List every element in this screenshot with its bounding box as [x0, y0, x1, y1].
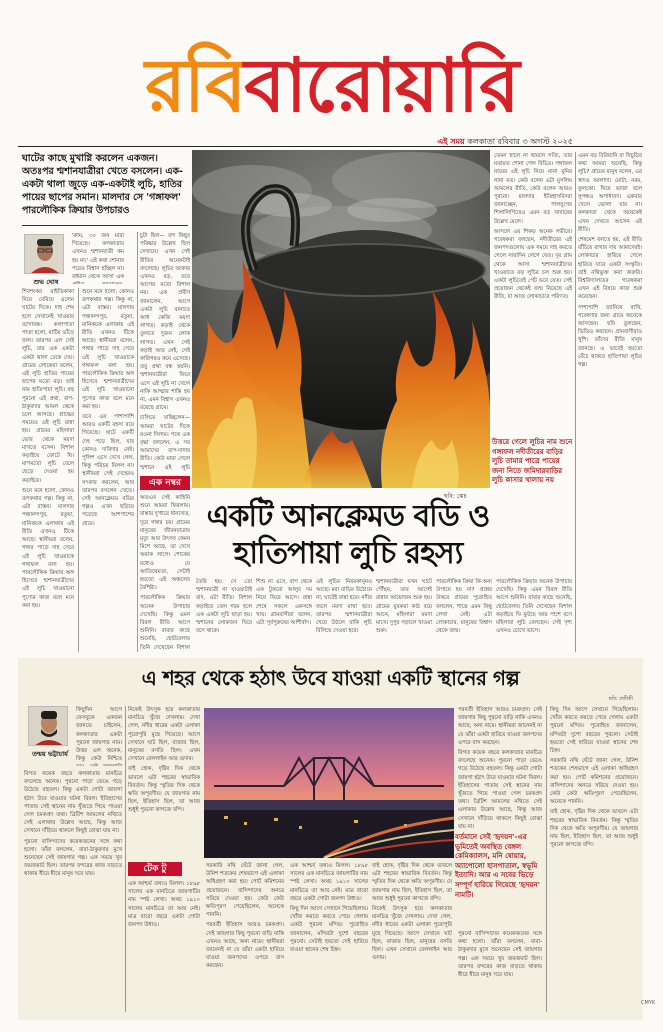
- story-column-1b: শুনে মনে হলো, কোনও রূপকথার গল্প। কিন্তু না, এটা বাস্তব। মালদার পঞ্চানন্দপুর, রতুয়া, মানিকচক এলাকায় এই রীতি এখনও টিকে আছে। স্থানীয়রা বলেন, গঙ্গার পাড়ে দাহ সেরে এই লুচি খাওয়াকে গঙ্গাফল বলা হয়। পারলৌকিক ক্রিয়ার অঙ্গ হিসেবে শ্মশানযাত্রীদের এই লুচি খাওয়ানো পুণ্যের কাজ বলে মনে করা হয়। তবে এর পাশাপাশি আরও একটি রহস্য রয়ে গিয়েছে। ঘাটে একটি দেহ পড়ে ছিল, যার কোনও দাবিদার নেই। পুলিশ এসে দেখে গেল, কিন্তু পরিচয় মিলল না। স্থানীয়রা সেই দেহেরও সৎকার করলেন, আর তারপর বসলেন খেতে। সেই আনক্লেমড বডির গল্পও এখন ছড়িয়ে পড়েছে আশপাশের গ্রামে।: [82, 289, 134, 527]
- column-separator: [78, 288, 79, 652]
- lower-lead: কিছুদিন আগে ফেসবুকে একজন জানতে চাইলেন, কলকাতার একটা পুরনো জায়গার নাম। উত্তর এল অনেক, কিন্তু কেউ নিশ্চিত: [76, 707, 122, 763]
- lower-column-7: কিছু দিন আগে সেখানে গিয়েছিলাম। খোঁজ করতে করতে পেয়ে গেলাম একটা পুরনো মন্দির। পুরোহিত জানালেন, মন্দিরটা দুশো বছরের পুরনো। সেটাই হয়তো সেই হারিয়ে যাওয়া স্থানের শেষ চিহ্ন। সরকারি নথি ঘেঁটে জানা গেল, উনিশ শতকের শেষভাগে এই এলাকা অধিগ্রহণ করা হয়। পোর্ট কমিশনের প্রয়োজনে। বাসিন্দাদের অন্যত্র সরিয়ে দেওয়া হয়। কেউ কেউ ক্ষতিপূরণ পেয়েছিলেন, অনেকে পাননি। যাই হোক, দৃষ্টির দিক থেকে ভাবলে এটা শহরের স্বাভাবিক বিবর্তন। কিন্তু স্মৃতির দিক থেকে ক্ষতি অপূরণীয়। যে জায়গার নাম ছিল, ইতিহাস ছিল, তা আজ শুধুই পুরনো কাগজে বন্দি।: [550, 707, 638, 849]
- lower-headline: এ শহর থেকে হঠাৎ উবে যাওয়া একটি স্থানের গল্প: [141, 666, 520, 690]
- story-column-1: শিবশংকর মাইতিকাকা নিয়ে বেরিয়ে এলেন ঘাটের দিকে। দাহ শেষ হলে সেখানেই খাওয়ার বন্দোবস্ত। কলাপাতা পাতা হলো, মাটির ভাঁড়ে জল। তারপর এল সেই লুচি, যার এক একটা একটা থালা ঢেকে দেয়। গ্রামের লোকেরা বলেন, এই লুচি হাতির পায়ের ছাপের মতো বড়। তাই নাম হাতিপায়া লুচি। বহু পুরনো এই প্রথা, বাপ-ঠাকুরদার আমল থেকে চলে আসছে। শ্রাদ্ধের সময়েও এই লুচি রান্না হয়। গ্রামের মহিলারা ভোর থেকে ময়দা মাখতে বসেন। বিশাল কড়াইয়ে ফোটে ঘি। মাপমতো লুচি বেলে ছেড়ে দেওয়া হয় কড়াইয়ে। শুনে মনে হলো, কোনও রূপকথার গল্প। কিন্তু না, এটা বাস্তব। মালদার পঞ্চানন্দপুর, রতুয়া, মানিকচক এলাকায় এই রীতি এখনও টিকে আছে। স্থানীয়রা বলেন, গঙ্গার পাড়ে দাহ সেরে এই লুচি খাওয়াকে গঙ্গাফল বলা হয়। পারলৌকিক ক্রিয়ার অঙ্গ হিসেবে শ্মশানযাত্রীদের এই লুচি খাওয়ানো পুণ্যের কাজ বলে মনে করা হয়।: [22, 289, 74, 609]
- main-headline: একটি আনক্লেমড বডি ও হাতিপায়া লুচি রহস্য: [206, 499, 490, 571]
- story-lead-text: 'কাম, ৩০ জন মারা গিয়েছে। কলকাতায় এখনও শ্মশানযাত্রী কম হয় না।' এই কথা শোনার পরেও বিশ্বাস হচ্ছিল না। বর্ধমান থেকে আসা এক: [72, 233, 124, 281]
- section-tag: এক নম্বর: [140, 476, 190, 490]
- lower-column-5: যাই হোক, দৃষ্টির দিক থেকে ভাবলে এটা শহরের স্বাভাবিক বিবর্তন। কিন্তু স্মৃতির দিক থেকে ক্ষতি অপূরণীয়। যে জায়গার নাম ছিল, ইতিহাস ছিল, তা আজ শুধুই পুরনো কাগজে বন্দি। নিকেই উৎসুক হয়ে কলকাতার মানচিত্র খুঁজে দেখলাম। দেখা গেল, নদীর ধারের একটা এলাকা পুরোপুরি মুছে গিয়েছে। আগে সেখানে ঘাট ছিল, বাজার ছিল, মানুষের বসতি ছিল। এখন সেখানে রেললাইন আর গুদাম।: [372, 863, 452, 962]
- dateline-date: কলকাতা রবিবার ৩ অগস্ট ২০২৫: [467, 137, 573, 146]
- lower-column-3: সরকারি নথি ঘেঁটে জানা গেল, উনিশ শতকের শেষভাগে এই এলাকা অধিগ্রহণ করা হয়। পোর্ট কমিশনের প্রয়োজনে। বাসিন্দাদের অন্যত্র সরিয়ে দেওয়া হয়। কেউ কেউ ক্ষতিপূরণ পেয়েছিলেন, অনেকে পাননি। পরবর্তী ইতিহাস আরও চমকপ্রদ। সেই জায়গার কিছু পুরনো বাড়ি নাকি এখনও আছে, অন্য নামে। স্থানীয়রা জানেনই না যে তাঁরা একটা হারিয়ে যাওয়া জনপদের ওপরে বাস করছেন।: [206, 863, 284, 970]
- story-bottom-column-6: পারলৌকিক ক্রিয়ার অনেক উপাচার দেখেছি। কিন্তু এমন বিরল রীতি আগে শুনিনি। বাবার কাছে শুনেছি, ছোটবেলায় তিনি দেখেছেন বিশাল কড়াইয়ে ঘি ফুটছে আর পাশে বসে মহিলারা লুচি বেলছেন। সেই দৃশ্য এখনও চোখে ভাসে।: [496, 579, 572, 635]
- author-byline: [24, 234, 68, 288]
- masthead-title-part1: রবি: [145, 43, 245, 129]
- lower-column-4: এক আশ্চর্য তথ্যও মিলল। ১৮৯৮ সালের এক মানচিত্রে জায়গাটির নাম স্পষ্ট লেখা। অথচ ১৯১০ সালের মানচিত্রে তা আর নেই। মাত্র বারো বছরে একটা গোটা জনপদ উধাও। কিছু দিন আগে সেখানে গিয়েছিলাম। খোঁজ করতে করতে পেয়ে গেলাম একটা পুরনো মন্দির। পুরোহিত জানালেন, মন্দিরটা দুশো বছরের পুরনো। সেটাই হয়তো সেই হারিয়ে যাওয়া স্থানের শেষ চিহ্ন।: [290, 863, 368, 954]
- print-registration-mark: CMYK: [641, 1000, 656, 1006]
- lower-column-1: বিগত কয়েক বছরে কলকাতার মানচিত্র বদলেছে অনেক। পুরনো পাড়া ভেঙে গড়ে উঠেছে বহুতল। কিন্তু একটা গোটা জায়গা হঠাৎ উবে যাওয়ার ঘটনা বিরল। ইতিহাসের পাতায় সেই স্থানের নাম খুঁজতে গিয়ে পাওয়া গেল চমকপ্রদ তথ্য। ব্রিটিশ আমলের নথিতে সেই এলাকার উল্লেখ আছে, কিন্তু আজ সেখানে দাঁড়িয়ে থাকলে কিছুই বোঝা যায় না। পুরনো বাসিন্দাদের কয়েকজনের সঙ্গে কথা হলো। তাঁরা বললেন, বাবা-ঠাকুরদার মুখে শুনেছেন সেই জায়গার গল্প। এক সময়ে খুব জমজমাট ছিল। তারপর বন্দরের কাজ বাড়তে থাকায় ধীরে ধীরে মানুষ সরে যায়।: [24, 771, 122, 878]
- lower-author-name: তন্ময় ভট্টাচার্য: [32, 750, 68, 758]
- masthead-title-part2: বারোয়ারি: [244, 43, 518, 129]
- column-separator: [575, 152, 576, 652]
- story-kicker: ঘাটের কাছে মুখাগ্নি করলেন একজন। অতঃপর শ্মশানযাত্রীরা খেতে বসলেন। এক-একটা থালা জুড়ে এক-একটাই লুচি, হাতির পায়ের ছাপের সমান। মালদার সে 'গঙ্গাফল' পারলৌকিক ক্রিয়ার উপচারও: [22, 153, 183, 216]
- masthead: [0, 40, 663, 132]
- story-column-right-b: এমন বড় বিরিয়ানি বা খিচুড়ির কথা আমরা শুনেছি, কিন্তু লুচি? গ্রামের মানুষ বলেন, এর স্বাদও আলাদা। মোটা, নরম, ফুলকো। ঘিয়ে ভাজা বলে সুগন্ধও অসাধারণ। একবার খেলে ভোলা যায় না। কলকাতা থেকে অনেকেই এখন দেখতে আসেন এই রীতি। শেষমেশ বলতে হয়, এই রীতি বাঁচিয়ে রাখার দায় আমাদেরই। লোকাচার হারিয়ে গেলে হারিয়ে যাবে একটা সংস্কৃতি। তাই নথিভুক্ত করা জরুরি। বিশ্ববিদ্যালয়ের গবেষকরা এখন এই বিষয়ে কাজ শুরু করেছেন। পাশাপাশি জানিয়ে রাখি, গবেষণার জন্য গ্রামে অনেকে আসছেন। ছবি তুলছেন, ভিডিও করছেন। গ্রামবাসীরাও খুশি। তাঁদের রীতি মানুষ জানছে। এ ভাবেই হয়তো বেঁচে থাকবে হাতিপায়া লুচির গল্প।: [578, 153, 642, 369]
- lower-column-6: পরবর্তী ইতিহাস আরও চমকপ্রদ। সেই জায়গার কিছু পুরনো বাড়ি নাকি এখনও আছে, অন্য নামে। স্থানীয়রা জানেনই না যে তাঁরা একটা হারিয়ে যাওয়া জনপদের ওপরে বাস করছেন। বিগত কয়েক বছরে কলকাতার মানচিত্র বদলেছে অনেক। পুরনো পাড়া ভেঙে গড়ে উঠেছে বহুতল। কিন্তু একটা গোটা জায়গা হঠাৎ উবে যাওয়ার ঘটনা বিরল। ইতিহাসের পাতায় সেই স্থানের নাম খুঁজতে গিয়ে পাওয়া গেল চমকপ্রদ তথ্য। ব্রিটিশ আমলের নথিতে সেই এলাকার উল্লেখ আছে, কিন্তু আজ সেখানে দাঁড়িয়ে থাকলে কিছুই বোঝা যায় না।: [458, 707, 542, 830]
- lower-author-byline: [28, 706, 72, 760]
- lower-author-photo: [28, 706, 68, 746]
- lower-author-portrait-icon: [29, 707, 68, 746]
- column-separator: [137, 232, 138, 652]
- top-rule: [18, 146, 643, 147]
- masthead-title: [0, 40, 663, 132]
- story-bottom-column-4: শ্মশানযাত্রীরা যখন ঘাটে পৌঁছন, তার আগেই রান্নার আয়োজন শুরু হয়। গ্রামের যুবকরা কাঠ বয়ে আনে, মহিলারা ময়দা মাখে। দুপুর গড়ালে খাওয়া শুরু।: [376, 579, 432, 635]
- lower-column-2b: এক আশ্চর্য তথ্যও মিলল। ১৮৯৮ সালের এক মানচিত্রে জায়গাটির নাম স্পষ্ট লেখা। অথচ ১৯১০ সালের মানচিত্রে তা আর নেই। মাত্র বারো বছরে একটা গোটা জনপদ উধাও।: [128, 881, 200, 929]
- story-column-right-a: তেমন হালে না থামলে সত্যি, তার মতামত শোনা গেল বিচিত্র। গঙ্গাফল নামের এই লুচি নিয়ে নানা মুনির নানা মত। কেউ বলেন এটা মুসলিম আমলের রীতি, কেউ বলেন আরও পুরনো। মালদার ইতিহাসবিদরা জানাচ্ছেন, পালযুগের শিলালিপিতেও এমন বড় খাবারের উল্লেখ মেলে। আসলে এর শিকড় অনেক গভীরে। গবেষকরা বলছেন, নদীতীরের এই জনপদগুলোয় এক সময়ে দাহ করতে গেলে সারাদিন লেগে যেত। দূর গ্রাম থেকে আসা শ্মশানযাত্রীদের খাওয়াতে বড় লুচির চল শুরু হয়। একটা লুচিতেই পেট ভরে যেত। সেই প্রয়োজন থেকেই জন্ম নিয়েছে এই রীতি, যা আজ লোকাচারে পরিণত।: [494, 153, 572, 301]
- pull-quote: উত্তরে গেলে লুচির নাম শুনে গঙ্গাফল নদীতীরের বাড়ির লুচি তামার পাত্রে পায়ের জন্য নিতে জমিদারবাড়ির লুচি কাসার থালায় নয়: [492, 438, 573, 485]
- story-bottom-column-5: পারলৌকিক ক্রিয়া কি অন্য উপায়ে হয় না? প্রশ্নের উত্তরে গ্রামের পুরোহিত বললেন, শাস্ত্রে এমন কিছু লেখা নেই। এটা লোকাচার, মানুষের বিশ্বাস থেকে জন্ম।: [436, 579, 492, 635]
- dateline-brand: এই সময়: [437, 137, 465, 146]
- city-photo: [204, 708, 454, 858]
- hero-illustration: [192, 150, 490, 488]
- story-column-2: চুটা ছিল— বন্দ কিছুর পরিষ্কার উল্লেখ ছিল সেখানে। এখন সেই রীতির অনেকটাই বদলেছে। লুচির আকার এখনও বড়, তবে আগের মতো বিশাল নয়। এক প্রবীণ জানালেন, আগে একটা লুচি বানাতে আধ কেজি ময়দা লাগত। কড়াই থেকে তুলতে দুজন লোক লাগত। এখন সেই কড়াই আর নেই, সেই কারিগরও কমে এসেছে। তবু প্রথা বন্ধ হয়নি। শ্মশানযাত্রীরা ফিরে এসে এই লুচি না খেলে নাকি আত্মার শান্তি হয় না, এমন বিশ্বাস এখনও রয়েছে গ্রামে। চালিয়ে যাচ্ছিলেন— আমরা ঘাটের দিকে রওনা দিলাম। পথে এক বৃদ্ধা বললেন, এ সব আমাদের বাপ-দাদার রীতি। কেউ মারা গেলে শ্মশানে এই লুচি: [140, 233, 190, 471]
- lower-column-2: নিকেই উৎসুক হয়ে কলকাতার মানচিত্র খুঁজে দেখলাম। দেখা গেল, নদীর ধারের একটা এলাকা পুরোপুরি মুছে গিয়েছে। আগে সেখানে ঘাট ছিল, বাজার ছিল, মানুষের বসতি ছিল। এখন সেখানে রেললাইন আর গুদাম। যাই হোক, দৃষ্টির দিক থেকে ভাবলে এটা শহরের স্বাভাবিক বিবর্তন। কিন্তু স্মৃতির দিক থেকে ক্ষতি অপূরণীয়। যে জায়গার নাম ছিল, ইতিহাস ছিল, তা আজ শুধুই পুরনো কাগজে বন্দি।: [128, 707, 200, 814]
- column-separator: [125, 706, 126, 1012]
- author-portrait-icon: [25, 235, 64, 274]
- story-bottom-column-3: এই লুচির নিয়মকানুনও আছে। মরা বাড়ির উঠোনে না, ঘাটেই রান্না হবে। নদীর জলে ময়দা মাখা হবে। তারপর শ্মশানযাত্রীরা খেয়ে উঠলে বাকি লুচি বিলিয়ে দেওয়া হবে।: [316, 579, 372, 635]
- kadai-fire-illustration: [192, 150, 490, 488]
- story-bottom-column-2: শিশু না এসে, বাগ থেকে এক টুকরো আলুর দম নিয়ে ফিরে আসে। রান্না শেষে সকলে একসঙ্গে খায়। গ্রামবাসীরা বলেন, এটা পূর্বপুরুষের আশীর্বাদ।: [256, 579, 312, 627]
- story-bottom-column-1: তৈরি হয়: সে তো শ্মশানযাত্রী না যাওয়াটাই বাদ, ওটা রীতি। বিশাল কড়াইয়ে তেল গরম হলে এক একটা লুচি ছাড়া হয়। শ্মশানের লোকজন ঘিরে বসে থাকে।: [196, 579, 252, 635]
- photo-credit: ছবি: প্রতীকী: [608, 696, 633, 702]
- hero-caption: ছবি: স্কেচ: [444, 493, 467, 500]
- lower-section-tag: টেক টু: [128, 862, 182, 876]
- lower-column-6b: পুরনো বাসিন্দাদের কয়েকজনের সঙ্গে কথা হলো। তাঁরা বললেন, বাবা-ঠাকুরদার মুখে শুনেছেন সেই জায়গার গল্প। এক সময়ে খুব জমজমাট ছিল। তারপর বন্দরের কাজ বাড়তে থাকায় ধীরে ধীরে মানুষ সরে যায়।: [458, 931, 542, 979]
- column-separator: [546, 706, 547, 1012]
- kicker-rule: [22, 225, 188, 226]
- author-photo: [24, 234, 64, 274]
- howrah-bridge-photo: [204, 708, 454, 858]
- dateline: [437, 136, 573, 149]
- lower-pull-quote: বর্তমানে সেই 'হৃদয়ন'-এর ভূমিতেই অবস্থিত বেঙ্গল কেমিক্যালস, মনি ষোয়ার, অ্যাপোলো হাসপাতাল, স্বভূমি ইত্যাদি। আর এ সবের ভিড়ে সম্পূর্ণ হারিয়ে গিয়েছে 'হৃদয়ন' নামটি।: [455, 833, 540, 899]
- story-column-2b: অতএব সেই কাহিনি শুনে আমরা ফিরলাম। রাস্তার দু'ধারে ধানখেত, দূরে গঙ্গার চর। গ্রামের মানুষের জীবনযাত্রায় মৃত্যু আর উৎসব কেমন মিশে আছে, তা দেখে অবাক লাগে। শোকের মধ্যেও যে আতিথেয়তা, সেটাই হয়তো এই অঞ্চলের বৈশিষ্ট্য। পারলৌকিক ক্রিয়ার অনেক উপাচার দেখেছি। কিন্তু এমন বিরল রীতি আগে শুনিনি। বাবার কাছে শুনেছি, ছোটবেলায় তিনি দেখেছেন বিশাল: [140, 495, 190, 651]
- author-name: শুভ ঘোষ: [33, 278, 59, 286]
